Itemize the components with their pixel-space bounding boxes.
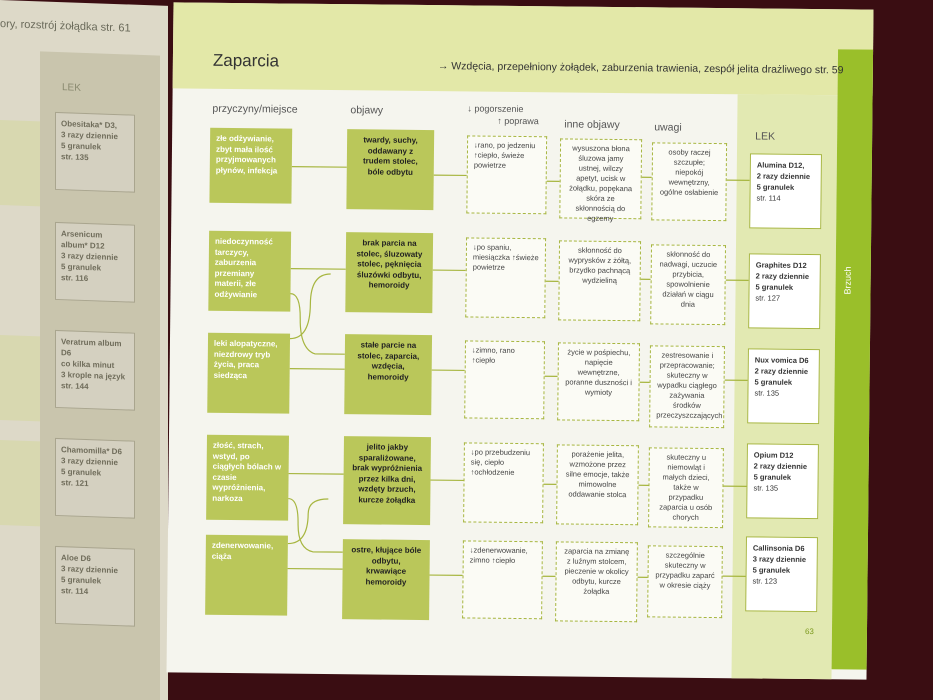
symptom-box: jelito jakby sparaliżowane, brak wypróżnienia przez kilka dni, wzdęty brzuch, kurcze żołądka: [343, 436, 431, 525]
remedy-box: Opium D12 2 razy dziennie 5 granulek str. 135: [746, 443, 819, 519]
page-title: Zaparcia: [212, 50, 280, 71]
col-header-worse: ↓ pogorszenie: [467, 103, 524, 115]
cause-box: złe odżywianie, zbyt mała ilość przyjmowanych płynów, infekcja: [209, 128, 292, 204]
left-page: [0, 0, 168, 700]
remedy-box: Nux vomica D6 2 razy dziennie 5 granulek str. 135: [747, 348, 820, 424]
left-remedy-box: Obesitaka* D3, 3 razy dziennie 5 granulek str. 135: [55, 112, 135, 193]
col-header-other: inne objawy: [564, 118, 620, 132]
left-remedy-box: Veratrum album D6 co kilka minut 3 krople na język str. 144: [55, 330, 135, 411]
other-symptoms-box: zaparcia na zmianę z luźnym stolcem, pieczenie w okolicy odbytu, kurcze żołądka: [555, 541, 638, 622]
left-remedy-box: Arsenicum album* D12 3 razy dziennie 5 granulek str. 116: [55, 222, 135, 303]
notes-box: osoby raczej szczupłe; niepokój wewnętrzny, ogólne osłabienie: [651, 142, 727, 221]
notes-box: skuteczny u niemowląt i małych dzieci, także w przypadku zaparcia u osób chorych: [648, 447, 724, 528]
col-header-better: ↑ poprawa: [497, 115, 539, 127]
symptom-box: brak parcia na stolec, śluzowaty stolec, pęknięcia śluzówki odbytu, hemoroidy: [345, 232, 433, 313]
notes-box: szczególnie skuteczny w przypadku zaparć w okresie ciąży: [647, 545, 723, 618]
col-header-causes: przyczyny/miejsce: [212, 102, 298, 116]
cause-box: zdenerwowanie, ciąża: [205, 535, 288, 616]
modalities-box: ↓rano, po jedzeniu ↑ciepło, świeże powietrze: [466, 135, 547, 214]
other-symptoms-box: porażenie jelita, wzmożone przez silne emocje, także mimowolne oddawanie stolca: [556, 444, 639, 525]
col-header-remedy: LEK: [755, 130, 776, 143]
cause-box: złość, strach, wstyd, po ciągłych bólach w czasie wypróżnienia, narkoza: [206, 435, 289, 521]
cause-box: leki alopatyczne, niezdrowy tryb życia, praca siedząca: [207, 333, 290, 414]
modalities-box: ↓po spaniu, miesiączka ↑świeże powietrze: [465, 237, 546, 318]
left-cause-box: [0, 440, 40, 526]
left-cause-box: [0, 335, 40, 421]
col-header-symptoms: objawy: [350, 104, 384, 117]
modalities-box: ↓zimno, rano ↑ciepło: [464, 340, 545, 419]
modalities-box: ↓po przebudzeniu się, ciepło ↑ochłodzenie: [463, 442, 544, 523]
symptom-box: stałe parcie na stolec, zaparcia, wzdęcia, hemoroidy: [344, 334, 432, 415]
remedy-box: Graphites D12 2 razy dziennie 5 granulek str. 127: [748, 253, 821, 329]
left-cause-box: [0, 120, 40, 206]
symptom-box: ostre, kłujące bóle odbytu, krwawiące hemoroidy: [342, 539, 430, 620]
left-remedy-box: Aloe D6 3 razy dziennie 5 granulek str. 114: [55, 546, 135, 627]
left-remedy-box: Chamomilla* D6 3 razy dziennie 5 granulek str. 121: [55, 438, 135, 519]
remedy-box: Alumina D12, 2 razy dziennie 5 granulek str. 114: [749, 153, 822, 229]
notes-box: zestresowanie i przepracowanie; skuteczny w wypadku ciągłego zażywania środków przeczyszczających: [649, 345, 725, 428]
notes-box: skłonność do nadwagi, uczucie przybicia, spowolnienie działań w ciągu dnia: [650, 244, 726, 325]
other-symptoms-box: skłonność do wyprysków z żółtą, brzydko pachnącą wydzieliną: [558, 240, 641, 321]
left-page-header: ory, rozstrój żołądka str. 61: [0, 18, 131, 35]
modalities-box: ↓zdenerwowanie, zimno ↑ciepło: [462, 540, 543, 619]
cross-reference: → Wzdęcia, przepełniony żołądek, zaburzenia trawienia, zespół jelita drażliwego str. 59: [437, 60, 844, 77]
page-number: 63: [804, 627, 814, 637]
cause-box: niedoczynność tarczycy, zaburzenia przemiany materii, złe odżywianie: [208, 231, 291, 312]
symptom-box: twardy, suchy, oddawany z trudem stolec, bóle odbytu: [346, 129, 434, 210]
other-symptoms-box: życie w pośpiechu, napięcie wewnętrzne, poranne duszności i wymioty: [557, 342, 640, 421]
other-symptoms-box: wysuszona błona śluzowa jamy ustnej, wilczy apetyt, ucisk w żołądku, popękana skóra ze skłonnością do egzemy: [559, 138, 642, 219]
col-header-notes: uwagi: [654, 121, 682, 134]
section-tab-label: Brzuch: [842, 266, 853, 295]
right-page: [167, 2, 874, 679]
left-lek-header: LEK: [62, 82, 81, 94]
remedy-box: Callinsonia D6 3 razy dziennie 5 granulek str. 123: [745, 536, 818, 612]
